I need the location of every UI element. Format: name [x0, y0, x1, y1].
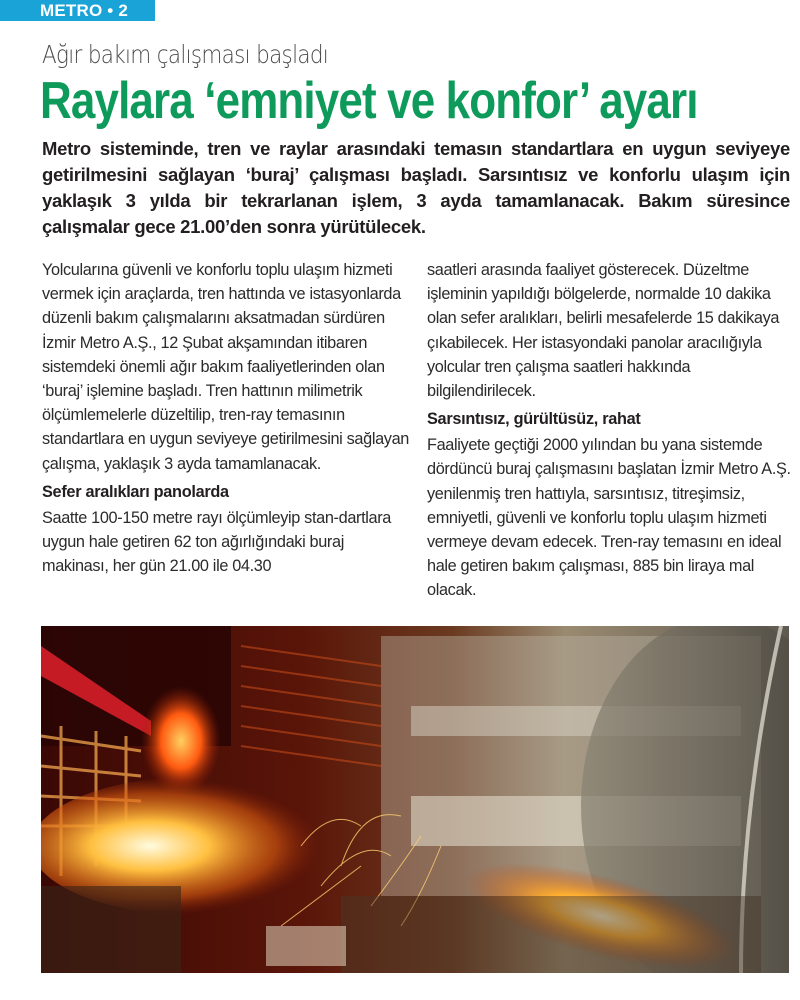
subheading: Sefer aralıkları panolarda — [42, 482, 229, 501]
body-paragraph: Yolcularına güvenli ve konforlu toplu ulaşım hizmeti vermek için araçlarda, tren hattında ve istasyonlarda düzenli bakım çalışmalarını aksatmadan sürdüren İzmir Metro A.Ş., 12 Şubat akşamından itibaren sistemdeki önemli ağır bakım faaliyetlerinden olan ‘buraj’ işlemine başladı. Tren hattının milimetrik ölçümlemelerle düzeltilip, tren-ray temasının standartlara en uygun seviyeye getirilmesini sağlayan çalışma, yaklaşık 3 ayda tamamlanacak. — [42, 261, 409, 473]
article-headline: Raylara ‘emniyet ve konfor’ ayarı — [40, 72, 698, 130]
article-column-left — [42, 258, 412, 578]
article-lead: Metro sisteminde, tren ve raylar arasındaki temasın standartlara en uygun seviyeye getirilmesini sağlayan ‘buraj’ çalışması başladı. Sarsıntısız ve konforlu ulaşım için yaklaşık 3 yılda bir tekrarlanan işlem, 3 ayda tamamlanacak. Bakım süresince çalışmalar gece 21.00’den sonra yürütülecek. — [42, 138, 790, 237]
body-paragraph: Faaliyete geçtiği 2000 yılından bu yana sistemde dördüncü buraj çalışmasını başlatan İzmir Metro A.Ş. yenilenmiş tren hattıyla, sarsıntısız, titreşimsiz, emniyetli, güvenli ve konforlu toplu ulaşım hizmeti vermeye devam edecek. Tren-ray temasını en ideal hale getiren bakım çalışması, 885 bin liraya mal olacak. — [427, 436, 791, 600]
subheading: Sarsıntısız, gürültüsüz, rahat — [427, 410, 641, 429]
section-label: METRO • 2 — [40, 1, 129, 20]
body-paragraph: Saatte 100-150 metre rayı ölçümleyip stan-dartlara uygun hale getiren 62 ton ağırlığındaki buraj makinası, her gün 21.00 ile 04.30 — [42, 508, 392, 576]
article-column-right — [427, 258, 795, 603]
article-photo — [41, 626, 789, 973]
article-kicker: Ağır bakım çalışması başladı — [42, 40, 329, 69]
body-paragraph: saatleri arasında faaliyet gösterecek. Düzeltme işleminin yapıldığı bölgelerde, normalde 10 dakika olan sefer aralıkları, belirli mesafelerde 15 dakikaya çıkabilecek. Her istasyondaki panolar aracılığıyla yolcular tren çalışma saatleri hakkında bilgilendirilecek. — [427, 261, 780, 401]
rail-grinding-photo — [41, 626, 789, 973]
section-tab — [0, 0, 155, 21]
